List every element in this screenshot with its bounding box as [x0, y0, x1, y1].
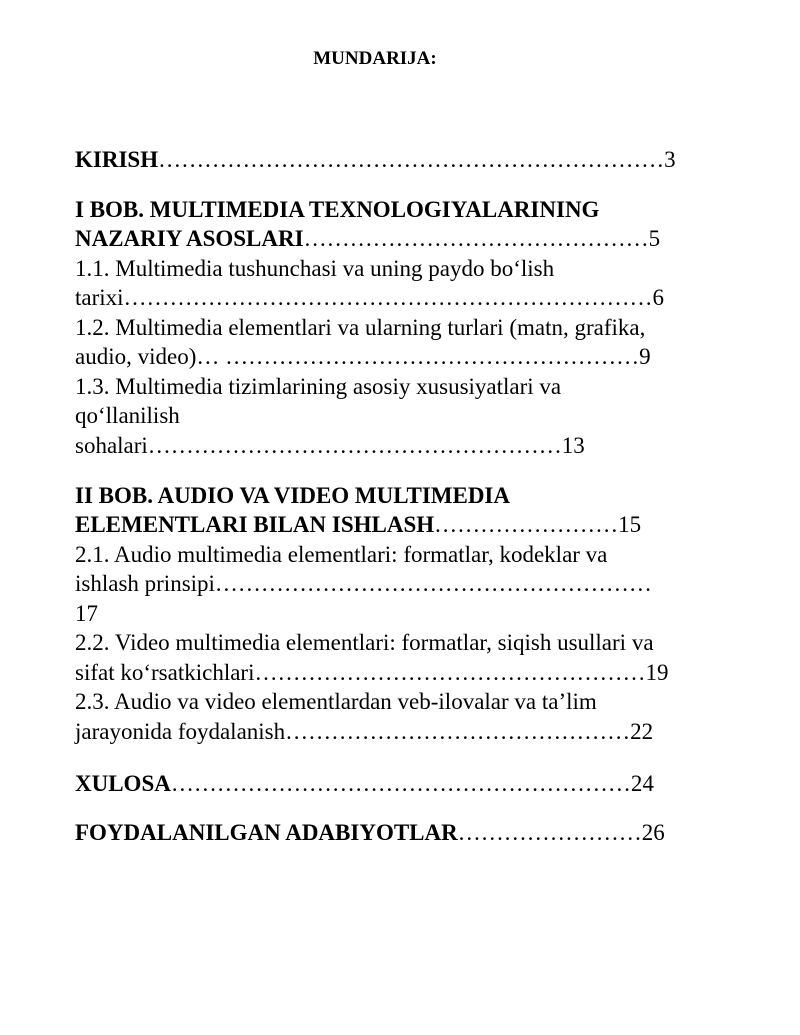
toc-entry-kirish	[75, 145, 676, 174]
toc-entry-1-2-line-2	[75, 342, 651, 371]
toc-entry-1-2-line-1	[75, 313, 645, 342]
toc-entry-chapter-2-line-1	[75, 481, 510, 510]
toc-text: 1.3. Multimedia tizimlarining asosiy xususiyatlari va	[75, 374, 562, 399]
toc-entry-1-3-line-1	[75, 372, 561, 401]
toc-text: 2.2. Video multimedia elementlari: formatlar, siqish usullari va	[75, 630, 654, 655]
toc-leader: ……………………………………………………24	[170, 771, 654, 796]
toc-entry-2-1-line-3	[75, 599, 98, 628]
toc-text: 2.1. Audio multimedia elementlari: formatlar, kodeklar va	[75, 542, 608, 567]
toc-entry-chapter-1-line-1	[75, 195, 599, 224]
toc-entry-1-1-line-2	[75, 283, 664, 312]
toc-entry-2-1-line-2	[75, 569, 652, 598]
toc-entry-2-2-line-1	[75, 628, 654, 657]
toc-text: sohalari………………………………………………13	[75, 433, 585, 458]
toc-text: 2.3. Audio va video elementlardan veb-ilovalar va ta’lim	[75, 689, 597, 714]
toc-text: 1.2. Multimedia elementlari va ularning turlari (matn, grafika,	[75, 315, 646, 340]
toc-heading: KIRISH	[75, 147, 159, 172]
toc-entry-chapter-2-line-2	[75, 510, 641, 539]
toc-entry-2-1-line-1	[75, 540, 607, 569]
page-title: MUNDARIJA:	[313, 48, 437, 69]
toc-heading: FOYDALANILGAN ADABIYOTLAR	[75, 820, 458, 845]
toc-heading: ELEMENTLARI BILAN ISHLASH	[75, 512, 435, 537]
toc-entry-2-2-line-2	[75, 658, 668, 687]
toc-leader: ……………………26	[457, 820, 665, 845]
toc-text: qo‘llanilish	[75, 403, 180, 428]
toc-text: 17	[75, 601, 98, 626]
toc-leader: ………………………………………5	[303, 226, 661, 251]
toc-text: tarixi……………………………………………………………6	[75, 285, 665, 310]
toc-text: audio, video)… ………………………………………………9	[75, 344, 651, 369]
toc-entry-bibliography	[75, 818, 665, 847]
toc-heading: II BOB. AUDIO VA VIDEO MULTIMEDIA	[75, 483, 510, 508]
toc-text: ishlash prinsipi…………………………………………………	[75, 571, 652, 596]
toc-entry-xulosa	[75, 769, 654, 798]
toc-entry-2-3-line-1	[75, 687, 597, 716]
toc-entry-1-1-line-1	[75, 254, 554, 283]
toc-text: sifat ko‘rsatkichlari……………………………………………19	[75, 660, 669, 685]
toc-leader: ……………………15	[434, 512, 642, 537]
toc-entry-1-3-line-3	[75, 431, 585, 460]
toc-text: 1.1. Multimedia tushunchasi va uning paydo bo‘lish	[75, 256, 555, 281]
toc-leader: …………………………………………………………3	[158, 147, 676, 172]
toc-heading: XULOSA	[75, 771, 171, 796]
toc-entry-2-3-line-2	[75, 717, 653, 746]
toc-text: jarayonida foydalanish………………………………………22	[75, 719, 654, 744]
toc-heading: NAZARIY ASOSLARI	[75, 226, 304, 251]
toc-heading: I BOB. MULTIMEDIA TEXNOLOGIYALARINING	[75, 197, 600, 222]
toc-entry-chapter-1-line-2	[75, 224, 660, 253]
toc-entry-1-3-line-2	[75, 401, 180, 430]
